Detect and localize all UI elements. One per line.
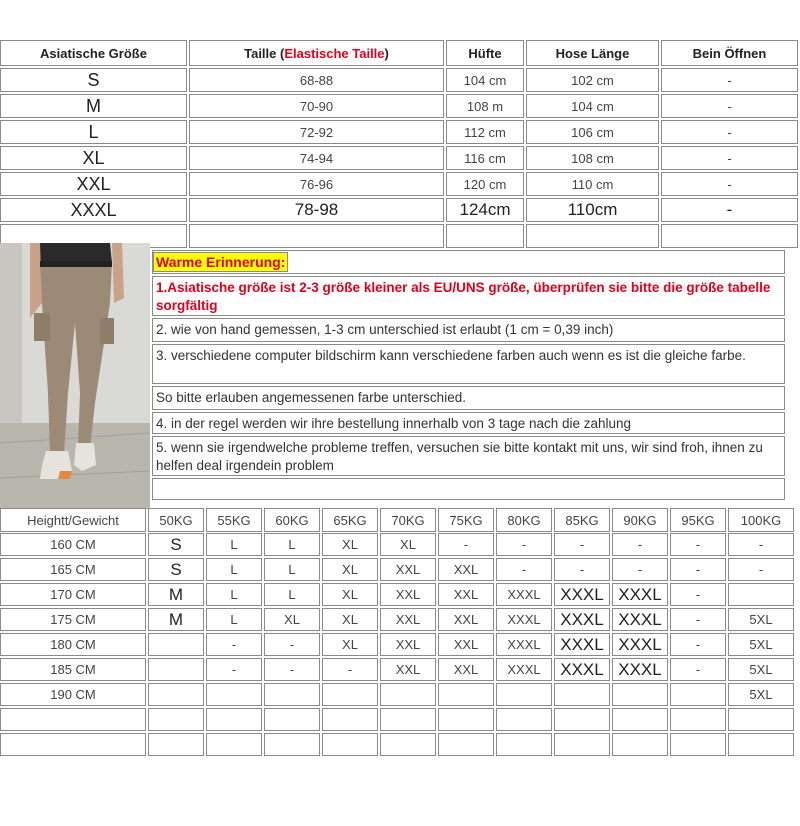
size-cell: M <box>148 608 204 631</box>
size-cell <box>380 708 436 731</box>
size-cell: XXL <box>380 633 436 656</box>
size-cell: XXL <box>380 558 436 581</box>
size-cell: S <box>148 558 204 581</box>
weight-header: 50KG <box>148 508 204 532</box>
size-cell: XL <box>322 558 378 581</box>
note-3: 3. verschiedene computer bildschirm kann verschiedene farben auch wenn es ist die gleiche farbe. <box>152 344 785 384</box>
size-cell: XXXL <box>554 633 610 656</box>
size-cell: S <box>148 533 204 556</box>
size-cell <box>554 733 610 756</box>
size-cell: XXL <box>438 583 494 606</box>
size-cell <box>380 683 436 706</box>
size-cell: L <box>206 533 262 556</box>
size-cell <box>554 708 610 731</box>
size-cell: 5XL <box>728 683 794 706</box>
leg-opening-value <box>661 224 798 248</box>
size-cell <box>148 733 204 756</box>
size-cell: L <box>206 608 262 631</box>
size-cell: - <box>496 558 552 581</box>
size-cell <box>148 633 204 656</box>
note-4: 4. in der regel werden wir ihre bestellung innerhalb von 3 tage nach die zahlung <box>152 412 785 434</box>
weight-header: 70KG <box>380 508 436 532</box>
length-value <box>526 224 659 248</box>
size-cell: - <box>206 633 262 656</box>
size-cell <box>264 733 320 756</box>
size-cell: XL <box>322 533 378 556</box>
waist-value <box>189 224 444 248</box>
length-value: 102 cm <box>526 68 659 92</box>
size-cell <box>728 733 794 756</box>
size-cell <box>206 708 262 731</box>
size-cell: XXXL <box>612 608 668 631</box>
waist-value: 74-94 <box>189 146 444 170</box>
col-header-leg-opening: Bein Öffnen <box>661 40 798 66</box>
size-cell: - <box>670 658 726 681</box>
height-label: 165 CM <box>0 558 146 581</box>
notes-title: Warme Erinnerung: <box>153 252 288 272</box>
leg-opening-value: - <box>661 198 798 222</box>
size-cell <box>496 733 552 756</box>
length-value: 110cm <box>526 198 659 222</box>
length-value: 110 cm <box>526 172 659 196</box>
size-cell: XXL <box>438 558 494 581</box>
size-cell: XL <box>322 608 378 631</box>
size-cell: XXXL <box>554 658 610 681</box>
size-cell: XXL <box>438 658 494 681</box>
weight-header: 65KG <box>322 508 378 532</box>
size-cell: L <box>264 558 320 581</box>
size-cell: L <box>206 583 262 606</box>
hip-value: 108 m <box>446 94 524 118</box>
size-cell <box>322 733 378 756</box>
size-cell <box>148 683 204 706</box>
height-label: 170 CM <box>0 583 146 606</box>
size-cell: - <box>496 533 552 556</box>
size-cell <box>496 683 552 706</box>
waist-value: 72-92 <box>189 120 444 144</box>
size-cell: - <box>670 633 726 656</box>
size-cell: 5XL <box>728 608 794 631</box>
height-label <box>0 733 146 756</box>
size-cell <box>380 733 436 756</box>
hip-value: 116 cm <box>446 146 524 170</box>
size-cell <box>322 683 378 706</box>
size-cell <box>612 733 668 756</box>
note-5: 5. wenn sie irgendwelche probleme treffen, versuchen sie bitte kontakt mit uns, wir sind froh, ihnen zu helfen deal irgendein problem <box>152 436 785 476</box>
size-cell <box>670 708 726 731</box>
size-cell <box>496 708 552 731</box>
waist-label-close: ) <box>384 45 389 61</box>
size-cell <box>264 683 320 706</box>
elastic-waist-label: Elastische Taille <box>284 45 385 61</box>
size-cell: - <box>612 533 668 556</box>
size-label: XXXL <box>0 198 187 222</box>
length-value: 106 cm <box>526 120 659 144</box>
size-cell: XXXL <box>496 583 552 606</box>
size-cell <box>438 683 494 706</box>
size-label: XL <box>0 146 187 170</box>
size-cell <box>264 708 320 731</box>
product-photo <box>0 243 150 509</box>
length-value: 108 cm <box>526 146 659 170</box>
size-cell: - <box>554 533 610 556</box>
col-header-waist <box>189 40 444 66</box>
size-cell: XL <box>380 533 436 556</box>
weight-header: 95KG <box>670 508 726 532</box>
size-cell <box>322 708 378 731</box>
size-cell: L <box>206 558 262 581</box>
note-3b: So bitte erlauben angemessenen farbe unterschied. <box>152 386 785 410</box>
size-cell: - <box>670 583 726 606</box>
waist-value: 68-88 <box>189 68 444 92</box>
waist-value: 78-98 <box>189 198 444 222</box>
size-cell: - <box>612 558 668 581</box>
size-cell: XXL <box>438 633 494 656</box>
size-cell: - <box>206 658 262 681</box>
size-cell: XXXL <box>612 633 668 656</box>
waist-value: 76-96 <box>189 172 444 196</box>
col-header-hip: Hüfte <box>446 40 524 66</box>
col-header-length: Hose Länge <box>526 40 659 66</box>
hip-value: 112 cm <box>446 120 524 144</box>
size-cell <box>612 708 668 731</box>
leg-opening-value: - <box>661 172 798 196</box>
size-cell: XXXL <box>496 608 552 631</box>
size-cell <box>554 683 610 706</box>
size-cell: XXL <box>380 583 436 606</box>
leg-opening-value: - <box>661 94 798 118</box>
size-cell <box>728 708 794 731</box>
hip-value: 104 cm <box>446 68 524 92</box>
size-cell: 5XL <box>728 633 794 656</box>
weight-header: 85KG <box>554 508 610 532</box>
size-cell <box>728 583 794 606</box>
size-cell <box>206 733 262 756</box>
note-1: 1.Asiatische größe ist 2-3 größe kleiner als EU/UNS größe, überprüfen sie bitte die größe tabelle sorgfältig <box>152 276 785 316</box>
size-cell <box>670 733 726 756</box>
note-2: 2. wie von hand gemessen, 1-3 cm unterschied ist erlaubt (1 cm = 0,39 inch) <box>152 318 785 342</box>
size-cell: - <box>670 608 726 631</box>
size-cell: XXXL <box>496 658 552 681</box>
size-cell: XL <box>322 583 378 606</box>
size-cell: - <box>322 658 378 681</box>
size-cell: XXL <box>380 608 436 631</box>
height-label: 190 CM <box>0 683 146 706</box>
size-cell <box>438 708 494 731</box>
size-cell: 5XL <box>728 658 794 681</box>
size-cell <box>438 733 494 756</box>
height-label: 175 CM <box>0 608 146 631</box>
weight-header: 100KG <box>728 508 794 532</box>
size-cell: XXXL <box>554 608 610 631</box>
waist-label: Taille ( <box>244 45 285 61</box>
weight-header: 80KG <box>496 508 552 532</box>
leg-opening-value: - <box>661 146 798 170</box>
size-label: L <box>0 120 187 144</box>
height-label: 180 CM <box>0 633 146 656</box>
model-wearing-pants-image <box>0 243 150 509</box>
size-cell <box>670 683 726 706</box>
size-cell: - <box>438 533 494 556</box>
size-cell: XXL <box>380 658 436 681</box>
leg-opening-value: - <box>661 120 798 144</box>
weight-header: 90KG <box>612 508 668 532</box>
leg-opening-value: - <box>661 68 798 92</box>
size-cell: XXXL <box>496 633 552 656</box>
weight-header: 60KG <box>264 508 320 532</box>
size-cell: XL <box>264 608 320 631</box>
hip-value: 120 cm <box>446 172 524 196</box>
col-header-asian-size: Asiatische Größe <box>0 40 187 66</box>
size-cell: - <box>264 658 320 681</box>
size-cell: - <box>670 533 726 556</box>
size-cell <box>206 683 262 706</box>
height-label: 160 CM <box>0 533 146 556</box>
size-cell: - <box>728 533 794 556</box>
height-label: 185 CM <box>0 658 146 681</box>
size-cell: L <box>264 583 320 606</box>
size-cell: M <box>148 583 204 606</box>
waist-value: 70-90 <box>189 94 444 118</box>
size-cell: XL <box>322 633 378 656</box>
weight-header: 75KG <box>438 508 494 532</box>
size-label: M <box>0 94 187 118</box>
size-cell <box>148 708 204 731</box>
size-cell: XXXL <box>554 583 610 606</box>
size-cell: - <box>554 558 610 581</box>
weight-header: 55KG <box>206 508 262 532</box>
size-cell: - <box>670 558 726 581</box>
hip-value <box>446 224 524 248</box>
size-cell <box>612 683 668 706</box>
size-cell: XXL <box>438 608 494 631</box>
hip-value: 124cm <box>446 198 524 222</box>
note-empty <box>152 478 785 500</box>
size-cell: L <box>264 533 320 556</box>
length-value: 104 cm <box>526 94 659 118</box>
weight-table-corner: Heightt/Gewicht <box>0 508 146 532</box>
size-cell: XXXL <box>612 658 668 681</box>
height-label <box>0 708 146 731</box>
size-cell <box>148 658 204 681</box>
size-cell: - <box>728 558 794 581</box>
size-cell: XXXL <box>612 583 668 606</box>
size-cell: - <box>264 633 320 656</box>
size-label: S <box>0 68 187 92</box>
size-label: XXL <box>0 172 187 196</box>
